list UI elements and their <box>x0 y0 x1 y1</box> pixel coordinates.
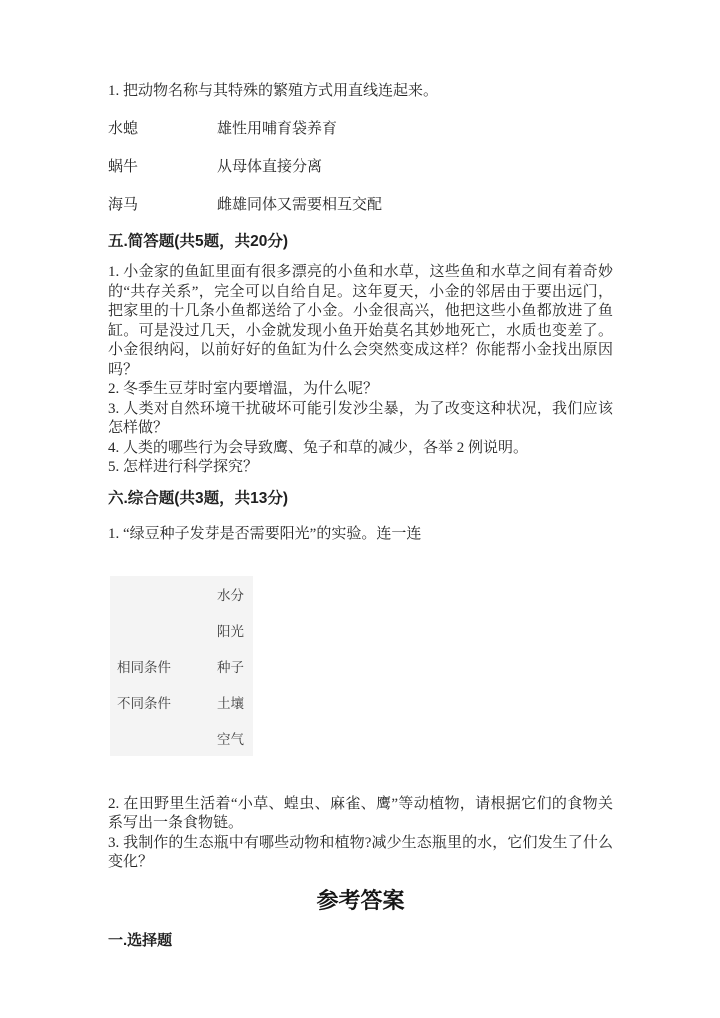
match-animal-hydra: 水螅 <box>108 121 139 137</box>
section6-questions-2-3 <box>108 795 613 873</box>
section5-question-2: 2. 冬季生豆芽时室内要增温，为什么呢？ <box>108 381 379 397</box>
match-row-seahorse <box>108 195 613 215</box>
section5-question-list <box>108 263 613 478</box>
section5-heading: 五.简答题(共5题，共20分) <box>108 233 288 250</box>
section6-question-1: 1. “绿豆种子发芽是否需要阳光”的实验。连一连 <box>108 525 422 542</box>
match-animal-seahorse: 海马 <box>108 197 139 213</box>
match-row-snail <box>108 157 613 177</box>
box-label-same-conditions: 相同条件 <box>117 659 171 675</box>
box-label-different-conditions: 不同条件 <box>117 695 171 711</box>
section5-question-5: 5. 怎样进行科学探究？ <box>108 459 259 475</box>
section5-question-4: 4. 人类的哪些行为会导致鹰、兔子和草的减少，各举 2 例说明。 <box>108 439 529 456</box>
reference-answers-title: 参考答案 <box>316 887 405 913</box>
section5-question-3: 3. 人类对自然环境干扰破坏可能引发沙尘暴，为了改变这种状况，我们应该怎样做？ <box>108 400 613 436</box>
comprehensive-section <box>108 488 613 873</box>
box-item-sunlight: 阳光 <box>217 623 244 639</box>
section6-heading: 六.综合题(共3题，共13分) <box>108 489 288 507</box>
match-row-hydra <box>108 119 613 139</box>
short-answer-section <box>108 231 613 478</box>
box-item-water: 水分 <box>217 587 244 603</box>
animal-matching-section <box>108 81 613 215</box>
box-item-air: 空气 <box>217 731 244 747</box>
answers-section1-heading: 一.选择题 <box>108 931 173 949</box>
box-item-soil: 土壤 <box>217 695 244 711</box>
reference-answers-section <box>108 887 613 951</box>
match-method-hermaphrodite: 雌雄同体又需要相互交配 <box>217 197 383 213</box>
match-method-separate: 从母体直接分离 <box>217 159 323 175</box>
section6-question-2: 2. 在田野里生活着“小草、蝗虫、麻雀、鹰”等动植物，请根据它们的食物关系写出一条食物链。 <box>108 795 613 831</box>
conditions-match-box <box>110 576 253 756</box>
match-method-brood-pouch: 雄性用哺育袋养育 <box>217 121 338 137</box>
match-animal-snail: 蜗牛 <box>108 159 139 175</box>
section5-question-1: 1. 小金家的鱼缸里面有很多漂亮的小鱼和水草，这些鱼和水草之间有着奇妙的“共存关系”，完全可以自给自足。这年夏天，小金的邻居由于要出远门，把家里的十几条小鱼都送给了小金。小金很高兴，他把这些小鱼都放进了鱼缸。可是没过几天，小金就发现小鱼开始莫名其妙地死亡，水质也变差了。小金很纳闷，以前好好的鱼缸为什么会突然变成这样？你能帮小金找出原因吗？ <box>108 264 613 378</box>
matching-question-text: 1. 把动物名称与其特殊的繁殖方式用直线连起来。 <box>108 83 439 99</box>
section6-question-3: 3. 我制作的生态瓶中有哪些动物和植物?减少生态瓶里的水，它们发生了什么变化？ <box>108 834 613 870</box>
box-item-seed: 种子 <box>217 659 244 675</box>
